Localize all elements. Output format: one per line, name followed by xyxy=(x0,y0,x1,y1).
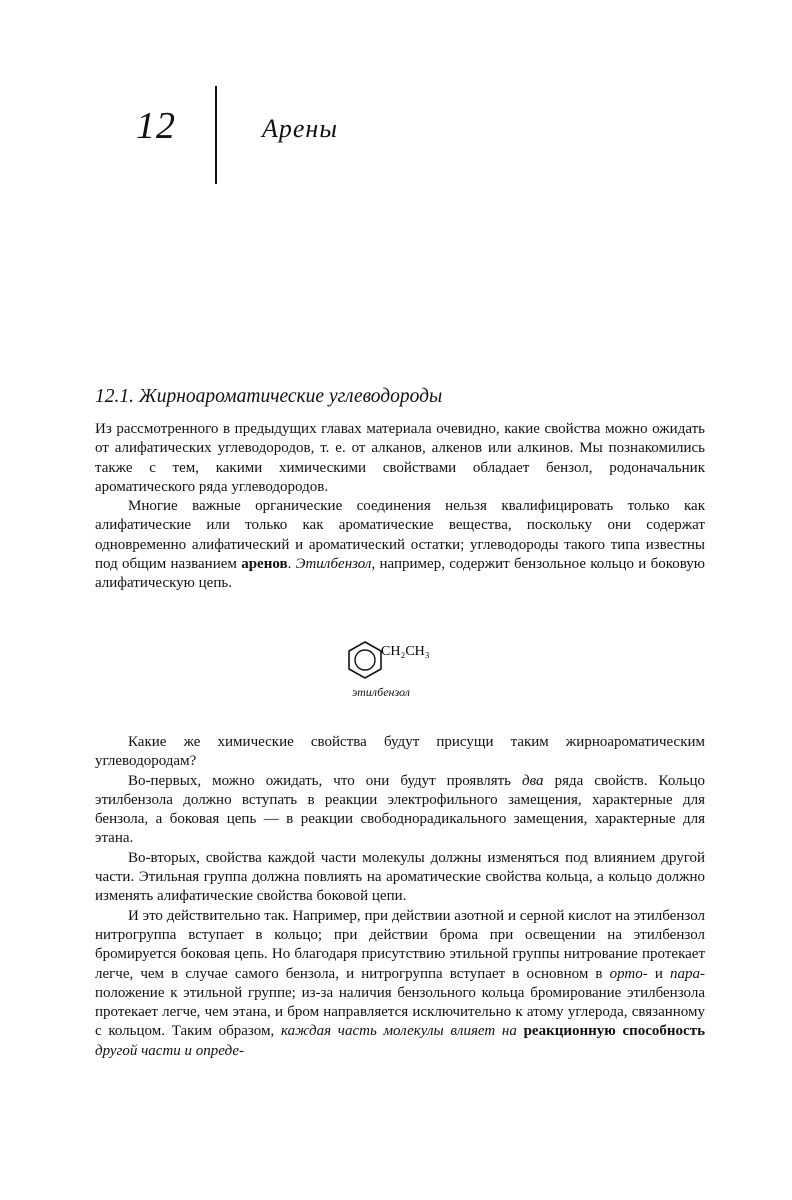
p4-tail: ряда свойств. Кольцо этилбензола должно вступать в реакции электрофильного замещения, характерные для бензола, а боковая цепь — в реакции свободнорадикального замещения, характерные для этана. xyxy=(95,772,705,847)
aromatic-circle xyxy=(355,650,375,670)
p6-mid: положение к этильной группе; из-за наличия бензольного кольца бромирование этилбензола протекает легче, чем этана, и бром направляется исключительно к атому углерода, связанному с кольцом. Таким образом, xyxy=(95,984,705,1040)
p6-text: И это действительно так. Например, при действии азотной и серной кислот на этилбензол нитрогруппа вступает в кольцо; при действии брома при освещении на этилбензол бромируется боковая цепь. Но благодаря присутствию этильной группы нитрование протекает легче, чем в случае самого бензола, и нитрогруппа вступает в основном в xyxy=(95,907,705,982)
emphasis-each-part: каждая часть молекулы влияет на xyxy=(280,1023,517,1040)
emphasis-two: два xyxy=(522,772,544,789)
emphasis-other-part: другой части и опреде- xyxy=(95,1042,245,1059)
term-arenes: аренов xyxy=(241,556,288,573)
term-reactivity: реакционную способность xyxy=(523,1023,706,1040)
text-block-intro xyxy=(95,420,705,594)
chapter-divider xyxy=(215,86,217,184)
term-para: пара- xyxy=(670,965,705,982)
term-ethylbenzene: Этилбензол xyxy=(295,556,372,573)
paragraph-5: Во-вторых, свойства каждой части молекулы должны изменяться под влиянием другой части. Этильная группа должна повлиять на ароматические свойства кольца, а кольцо должно изменять алифатические свойства боковой цепи. xyxy=(95,849,705,905)
chapter-title: Арены xyxy=(262,114,338,143)
p2-tail: , например, содержит бензольное кольцо и боковую алифатическую цепь. xyxy=(95,556,706,592)
p4-text: Во-первых, можно ожидать, что они будут проявлять xyxy=(128,772,523,789)
paragraph-3: Какие же химические свойства будут присущи таким жирноароматическим углеводородам? xyxy=(95,734,705,770)
p2-period: . xyxy=(287,556,296,573)
benzene-ring xyxy=(349,642,381,678)
section-title: 12.1. Жирноароматические углеводороды xyxy=(95,386,443,407)
p6-space-1 xyxy=(517,1023,524,1039)
paragraph-6 xyxy=(95,907,705,1061)
term-ortho: орто- xyxy=(609,965,648,982)
p6-and: и xyxy=(647,965,670,982)
paragraph-4 xyxy=(95,772,705,849)
formula-substituent: CH₂CH₃ xyxy=(381,644,430,659)
p2-text: Многие важные органические соединения нельзя квалифицировать только как алифатические или только как ароматические вещества, поскольку они содержат одновременно алифатический и ароматический остатки; углеводороды такого типа известны под общим названием xyxy=(95,498,705,573)
paragraph-1: Из рассмотренного в предыдущих главах материала очевидно, какие свойства можно ожидать от алифатических углеводородов, т. е. от алканов, алкенов или алкинов. Мы познакомились также с тем, какими химическими свойствами обладает бензол, родоначальник ароматического ряда углеводородов. xyxy=(95,421,705,495)
paragraph-2 xyxy=(95,497,705,593)
formula-label: этилбензол xyxy=(352,685,410,699)
chapter-number: 12 xyxy=(136,105,176,147)
text-block-main xyxy=(95,733,705,1061)
